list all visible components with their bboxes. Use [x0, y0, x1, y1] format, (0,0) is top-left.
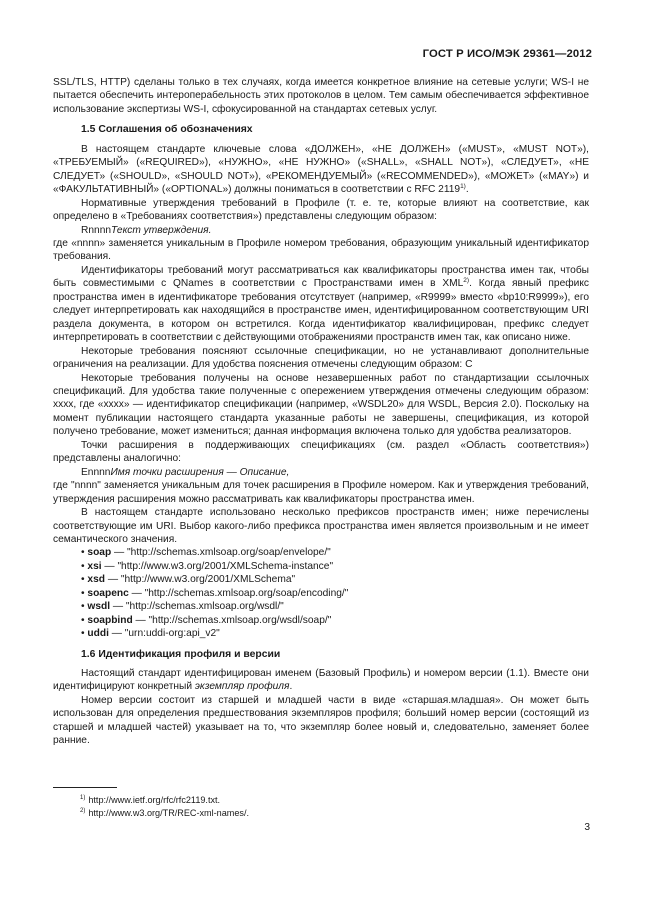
footnote-link[interactable]: http://www.ietf.org/rfc/rfc2119.txt. — [88, 795, 221, 805]
footnote-link[interactable]: http://www.w3.org/TR/REC-xml-names/. — [88, 808, 250, 819]
profile-id-paragraph: Настоящий стандарт идентифицирован именем (Базовый Профиль) и номером версии (1.1). Вместе они идентифицируют конкретный экземпляр профиля. — [53, 668, 589, 693]
page-header: ГОСТ Р ИСО/МЭК 29361—2012 — [422, 48, 592, 60]
list-item: • soapbind — "http://schemas.xmlsoap.org/wsdl/soap/" — [81, 614, 332, 626]
section-heading-1-5: 1.5 Соглашения об обозначениях — [81, 124, 253, 136]
footnote-ref-2[interactable]: 2) — [463, 277, 470, 285]
intro-paragraph: SSL/TLS, HTTP) сделаны только в тех случаях, когда имеется конкретное влияние на сетевые услуги; WS-I не пытается обеспечить интероперабельность этих протоколов в целом. Тем самым обеспечивается эффективное использование экспертизы WS-I, сфокусированной на стандартах сетевых услуг. — [53, 77, 589, 115]
footnote-ref-1[interactable]: 1) — [460, 183, 466, 191]
section-heading-1-6: 1.6 Идентификация профиля и версии — [81, 648, 281, 660]
footnote-divider — [53, 787, 117, 788]
identifiers-paragraph: Идентификаторы требований могут рассматриваться как квалификаторы пространства имен так, чтобы быть совместимыми с QNames в соответствии с Пространствами имен в XML$^{2)}$. Когда явный префикс пространства имен в идентификаторе требования отсутствует (например, «R9999» вместо «bp10:R9999»), его следует интерпретировать как находящийся в пространстве имен, идентифицированном соответствующим URI раздела документа, в котором он встретился. Когда идентификатор квалифицирован, префикс следует интерпретировать в соответствии с действующими отображениями пространств имен так, как описано ниже. — [53, 264, 589, 344]
extension-nnnn-paragraph: где "nnnn" заменяется уникальным для точек расширения в Профиле номером. Как и утверждения требований, утверждения расширения можно рассматривать как квалификаторы пространства имен. — [53, 480, 589, 505]
clarification-paragraph: Некоторые требования поясняют ссылочные спецификации, но не устанавливают дополнительные ограничения на реализации. Для удобства пояснения отмечены следующим образом: С — [53, 345, 589, 371]
extension-template: EnnnnИмя точки расширения — Описание, — [81, 466, 290, 478]
page-content — [53, 76, 589, 748]
footnote-2: $^{2)}$ http://www.w3.org/TR/REC-xml-names/. — [80, 808, 250, 819]
extension-points-paragraph: Точки расширения в поддерживающих спецификациях (см. раздел «Область соответствия») представлены аналогично: — [53, 439, 589, 465]
nnnn-paragraph: где «nnnn» заменяется уникальным в Профиле номером требования, образующим уникальный идентификатор требования. — [53, 237, 589, 263]
list-item: • xsi — "http://www.w3.org/2001/XMLSchema-instance" — [81, 560, 334, 572]
namespace-prefix-list — [53, 546, 589, 640]
footnote-1: $^{1)}$ http://www.ietf.org/rfc/rfc2119.txt. — [80, 795, 221, 805]
list-item: • soapenc — "http://schemas.xmlsoap.org/soap/encoding/" — [81, 587, 349, 599]
list-item: • soap — "http://schemas.xmlsoap.org/soap/envelope/" — [81, 547, 331, 559]
page-number: 3 — [584, 822, 590, 833]
list-item: • wsdl — "http://schemas.xmlsoap.org/wsdl/" — [81, 601, 284, 613]
list-item: • xsd — "http://www.w3.org/2001/XMLSchema" — [81, 574, 296, 586]
keywords-paragraph: В настоящем стандарте ключевые слова «ДОЛЖЕН», «НЕ ДОЛЖЕН» («MUST», «MUST NOT»), «ТРЕБУЕМЫЙ» («REQUIRED»), «НУЖНО», «НЕ НУЖНО» («SHALL», «SHALL NOT»), «СЛЕДУЕТ», «НЕ СЛЕДУЕТ» («SHOULD», «SHOULD NOT»), «РЕКОМЕНДУЕМЫЙ» («RECOMMENDED»), «МОЖЕТ» («MAY») и «ФАКУЛЬТАТИВНЫЙ» («OPTIONAL») должны пониматься в соответствии с RFC 2119$^{1)}$. — [53, 143, 589, 196]
footnotes — [80, 794, 249, 821]
version-paragraph: Номер версии состоит из старшей и младшей части в виде «старшая.младшая». Он может быть использован для определения предшествования экземпляров профиля; больший номер версии (состоящий из старшей и младшей частей) указывает на то, что экземпляр более новый и, следовательно, заменяет более ранние. — [53, 694, 589, 747]
requirement-template: RnnnnТекст утверждения. — [81, 224, 212, 236]
prefixes-paragraph: В настоящем стандарте использовано несколько префиксов пространств имен; ниже перечислены соответствующие им URI. Выбор какого-либо префикса пространства имен является произвольным и не имеет семантического значения. — [53, 507, 589, 545]
unfinished-work-paragraph: Некоторые требования получены на основе незавершенных работ по стандартизации ссылочных спецификаций. Для удобства такие полученные с опережением утверждения отмечены следующим образом: xxxx, где «xxxx» — идентификатор спецификации (например, «WSDL20» для WSDL, Версия 2.0). Поскольку на момент публикации настоящего стандарта указанные работы не завершены, спецификация, из которой получено требование, может измениться; данная информация включена только для удобства реализаторов. — [53, 372, 589, 438]
normative-paragraph: Нормативные утверждения требований в Профиле (т. е. те, которые влияют на соответствие, как определено в «Требованиях соответствия») представлены следующим образом: — [53, 197, 589, 223]
list-item: • uddi — "urn:uddi-org:api_v2" — [81, 628, 220, 640]
